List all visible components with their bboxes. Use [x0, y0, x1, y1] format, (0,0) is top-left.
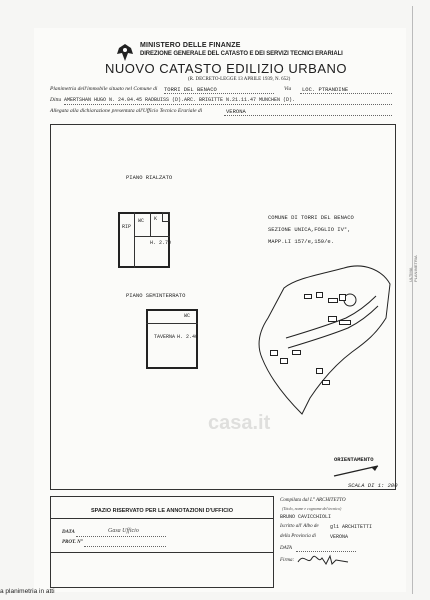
prot-label: PROT. N°: [62, 540, 83, 545]
site-building: [280, 358, 288, 364]
orientation-label: ORIENTAMENTO: [334, 456, 374, 463]
compilata-label: Compilata dal L° ARCHITETTO: [280, 498, 346, 503]
data-value: Gasa Ufficio: [108, 528, 139, 534]
site-building: [304, 294, 312, 299]
compilata-hint: (Titolo, nome e cognome del tecnico): [282, 506, 342, 511]
site-building: [270, 350, 278, 356]
basement-wc-label: WC: [184, 313, 191, 319]
basement-room-label: TAVERNA: [154, 334, 176, 340]
provincia-label: della Provincia di: [280, 534, 316, 539]
via-value: LOC. PTRANDINE: [302, 86, 349, 93]
site-building: [316, 292, 323, 298]
kitchen-label: K: [154, 216, 158, 222]
watermark: casa.it: [208, 412, 271, 434]
planimetria-label: Planimetria dell'immobile situato nel Comune di: [50, 86, 158, 92]
reserved-title: SPAZIO RISERVATO PER LE ANNOTAZIONI D'UFFICIO: [91, 508, 233, 514]
site-building: [339, 320, 351, 325]
ground-floor-title: PIANO RIALZATO: [126, 174, 173, 181]
site-building: [316, 368, 323, 374]
allegata-label: Allegata alla dichiarazione presentata all'Ufficio Tecnico Erariale di: [50, 108, 203, 114]
north-arrow-icon: [332, 464, 382, 478]
site-building: [328, 298, 338, 303]
basement-height: H. 2.40: [177, 334, 199, 340]
ditta-value: AMERTSHAN HUGO N. 24.04.45 RADBUISS (D).ARC. BRIGITTE N.21.11.47 MUNCHEN (D).: [64, 97, 296, 103]
signature-icon: [296, 550, 350, 568]
site-building: [322, 380, 330, 385]
ministry-name: MINISTERO DELLE FINANZE: [140, 42, 241, 49]
decree-note: (R. DECRETO-LEGGE 13 APRILE 1939, N. 652): [188, 77, 291, 82]
site-comune: COMUNE DI TORRI DEL BENACO: [268, 214, 354, 221]
page-title: NUOVO CATASTO EDILIZIO URBANO: [104, 61, 348, 76]
cadastral-sheet: [34, 28, 406, 592]
wc-label: WC: [138, 218, 145, 224]
rip-label: RIP: [122, 224, 132, 230]
data2-label: DATA: [280, 546, 292, 551]
iscritto-label: Iscritto all' Albo de: [280, 524, 319, 529]
allegata-value: VERONA: [226, 108, 246, 115]
architect-name: BRUNO CAVICCHIOLI: [280, 514, 332, 520]
side-note: ULTIMA PLANIMETRIA: [408, 255, 418, 282]
site-building: [292, 350, 301, 355]
site-building: [328, 316, 337, 322]
site-mapp: MAPP.LI 157/e,159/e.: [268, 238, 335, 245]
site-sezione: SEZIONE UNICA,FOGLIO IV°,: [268, 226, 351, 233]
site-map: [226, 248, 394, 418]
via-label: Via: [284, 86, 292, 92]
data-label: DATA: [62, 530, 75, 535]
iscritto-value: gli ARCHITETTI: [330, 524, 373, 530]
comune-value: TORRI DEL BENACO: [164, 86, 217, 93]
basement-title: PIANO SEMINTERRATO: [126, 292, 186, 299]
site-building: [339, 294, 346, 301]
ditta-label: Ditta: [50, 97, 62, 103]
firma-label: Firma:: [280, 558, 295, 563]
corner-note: a planimetria in atti: [0, 588, 55, 595]
provincia-value: VERONA: [330, 534, 349, 540]
ground-height: H. 2.70: [150, 240, 172, 246]
scale-label: SCALA DI 1: 200: [348, 482, 398, 489]
directorate-name: DIREZIONE GENERALE DEL CATASTO E DEI SERVIZI TECNICI ERARIALI: [140, 51, 343, 57]
